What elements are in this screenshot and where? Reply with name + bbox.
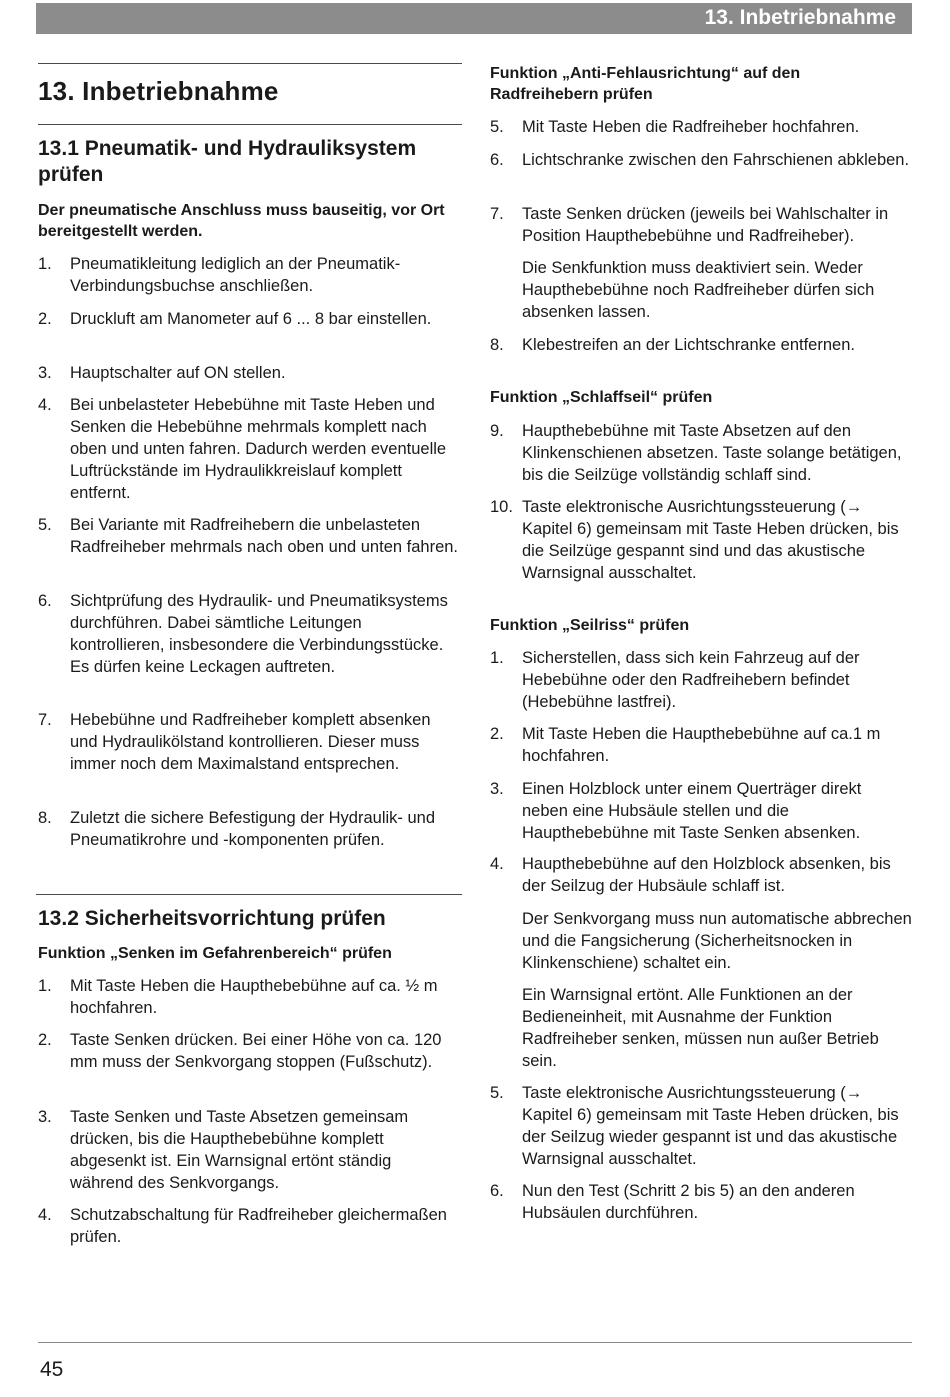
item-number: 3. <box>490 780 504 798</box>
section-13-1-heading: 13.1 Pneumatik- und Hydrauliksystem prüfen <box>38 137 417 186</box>
list-item <box>490 420 910 486</box>
item-text: Druckluft am Manometer auf 6 ... 8 bar einstellen. <box>70 310 432 328</box>
item-number: 1. <box>38 977 52 995</box>
list-item <box>490 647 910 713</box>
list-item <box>490 203 910 247</box>
item-text: Taste Senken drücken. Bei einer Höhe von ca. 120 mm muss der Senkvorgang stoppen (Fußschutz). <box>70 1031 442 1071</box>
page-title: 13. Inbetriebnahme <box>38 76 279 106</box>
list-item <box>38 807 458 851</box>
item-text: Mit Taste Heben die Haupthebebühne auf ca.1 m hochfahren. <box>522 725 881 765</box>
subsection-heading: Funktion „Senken im Gefahrenbereich“ prüfen <box>38 945 392 962</box>
list-item <box>38 709 458 775</box>
list-item <box>490 334 910 356</box>
list-item <box>490 496 910 584</box>
item-text: Taste elektronische Ausrichtungssteuerung (→ Kapitel 6) gemeinsam mit Taste Heben drücken, bis die Seilzüge gespannt sind und das akustische Warnsignal ausschaltet. <box>522 498 899 582</box>
chapter-header-title: 13. Inbetriebnahme <box>704 6 896 29</box>
list-item <box>38 1204 458 1248</box>
item-number: 2. <box>490 725 504 743</box>
item-text: Taste Senken und Taste Absetzen gemeinsam drücken, bis die Haupthebebühne komplett abgesenkt ist. Ein Warnsignal ertönt ständig während des Senkvorgangs. <box>70 1108 409 1192</box>
item-number: 3. <box>38 364 52 382</box>
item-text: Lichtschranke zwischen den Fahrschienen abkleben. <box>522 151 910 169</box>
list-item <box>38 590 458 678</box>
list-item <box>490 853 910 897</box>
item-text: Taste elektronische Ausrichtungssteuerung (→ Kapitel 6) gemeinsam mit Taste Heben drücken, bis der Seilzug wieder gespannt ist und das akustische Warnsignal ausschaltet. <box>522 1084 899 1168</box>
section-divider <box>38 63 462 64</box>
section-divider <box>38 124 462 125</box>
item-number: 7. <box>490 205 504 223</box>
item-number: 5. <box>490 118 504 136</box>
list-item <box>38 394 458 504</box>
item-text: Haupthebebühne mit Taste Absetzen auf den Klinkenschienen absetzen. Taste solange betätigen, bis die Seilzüge vollständig schlaff sind. <box>522 422 902 484</box>
list-item <box>490 723 910 767</box>
item-text: Sicherstellen, dass sich kein Fahrzeug auf der Hebebühne oder den Radfreihebern befindet (Hebebühne lastfrei). <box>522 649 860 711</box>
list-item <box>490 149 910 171</box>
item-text: Schutzabschaltung für Radfreiheber gleichermaßen prüfen. <box>70 1206 447 1246</box>
list-item <box>38 975 458 1019</box>
item-number: 5. <box>38 516 52 534</box>
item-text: Mit Taste Heben die Radfreiheber hochfahren. <box>522 118 860 136</box>
list-item <box>490 116 910 138</box>
pneumatic-note: Der pneumatische Anschluss muss bauseitig, vor Ort bereitgestellt werden. <box>38 202 445 240</box>
item-number: 1. <box>490 649 504 667</box>
item-number: 10. <box>490 498 513 516</box>
item-text: Pneumatikleitung lediglich an der Pneumatik-Verbindungsbuchse anschließen. <box>70 255 401 295</box>
section-divider <box>36 894 462 895</box>
item-text: Einen Holzblock unter einem Querträger direkt neben eine Hubsäule stellen und die Haupthebebühne mit Taste Senken absenken. <box>522 780 862 842</box>
item-number: 8. <box>490 336 504 354</box>
subsection-heading: Funktion „Seilriss“ prüfen <box>490 617 690 634</box>
item-number: 8. <box>38 809 52 827</box>
item-text: Bei Variante mit Radfreihebern die unbelasteten Radfreiheber mehrmals nach oben und unten fahren. <box>70 516 458 556</box>
item-number: 7. <box>38 711 52 729</box>
item-text: Haupthebebühne auf den Holzblock absenken, bis der Seilzug der Hubsäule schlaff ist. <box>522 855 891 895</box>
item-number: 6. <box>490 151 504 169</box>
item-number: 2. <box>38 310 52 328</box>
footer-divider <box>38 1342 912 1343</box>
list-item <box>490 1082 910 1170</box>
list-item <box>38 362 458 384</box>
item-number: 3. <box>38 1108 52 1126</box>
info-paragraph: Der Senkvorgang muss nun automatische abbrechen und die Fangsicherung (Sicherheitsnocken in Klinkenschiene) schaltet ein. <box>522 910 912 972</box>
item-text: Klebestreifen an der Lichtschranke entfernen. <box>522 336 855 354</box>
list-item <box>38 253 458 297</box>
item-number: 6. <box>490 1182 504 1200</box>
item-text: Nun den Test (Schritt 2 bis 5) an den anderen Hubsäulen durchführen. <box>522 1182 855 1222</box>
list-item <box>38 514 458 558</box>
item-number: 2. <box>38 1031 52 1049</box>
item-text: Hauptschalter auf ON stellen. <box>70 364 286 382</box>
item-number: 4. <box>490 855 504 873</box>
item-number: 5. <box>490 1084 504 1102</box>
section-13-2-heading: 13.2 Sicherheitsvorrichtung prüfen <box>38 907 386 930</box>
list-item <box>490 778 910 844</box>
item-number: 6. <box>38 592 52 610</box>
item-text: Sichtprüfung des Hydraulik- und Pneumatiksystems durchführen. Dabei sämtliche Leitungen kontrollieren, insbesondere die Verbindungsstücke. Es dürfen keine Leckagen auftreten. <box>70 592 448 676</box>
list-item <box>38 1106 458 1194</box>
item-text: Bei unbelasteter Hebebühne mit Taste Heben und Senken die Hebebühne mehrmals komplett nach oben und unten fahren. Dadurch werden eventuelle Luftrückstände im Hydraulikkreislauf komplett entfernt. <box>70 396 447 502</box>
item-number: 9. <box>490 422 504 440</box>
list-item <box>38 308 458 330</box>
item-number: 4. <box>38 396 52 414</box>
item-text: Hebebühne und Radfreiheber komplett absenken und Hydraulikölstand kontrollieren. Dieser muss immer noch dem Maximalstand entsprechen. <box>70 711 431 773</box>
item-text: Mit Taste Heben die Haupthebebühne auf ca. ½ m hochfahren. <box>70 977 438 1017</box>
item-text: Taste Senken drücken (jeweils bei Wahlschalter in Position Haupthebebühne und Radfreiheber). <box>522 205 889 245</box>
chapter-header-bar <box>36 3 912 34</box>
page-number: 45 <box>40 1358 64 1381</box>
item-number: 4. <box>38 1206 52 1224</box>
info-paragraph: Die Senkfunktion muss deaktiviert sein. Weder Haupthebebühne noch Radfreiheber dürfen sich absenken lassen. <box>522 259 875 321</box>
info-paragraph: Ein Warnsignal ertönt. Alle Funktionen an der Bedieneinheit, mit Ausnahme der Funktion Radfreiheber senken, müssen nun außer Betrieb sein. <box>522 986 879 1070</box>
list-item <box>38 1029 458 1073</box>
subsection-heading: Funktion „Anti-Fehlausrichtung“ auf den Radfreihebern prüfen <box>490 65 801 103</box>
subsection-heading: Funktion „Schlaffseil“ prüfen <box>490 389 713 406</box>
item-text: Zuletzt die sichere Befestigung der Hydraulik- und Pneumatikrohre und -komponenten prüfen. <box>70 809 436 849</box>
item-number: 1. <box>38 255 52 273</box>
list-item <box>490 1180 910 1224</box>
